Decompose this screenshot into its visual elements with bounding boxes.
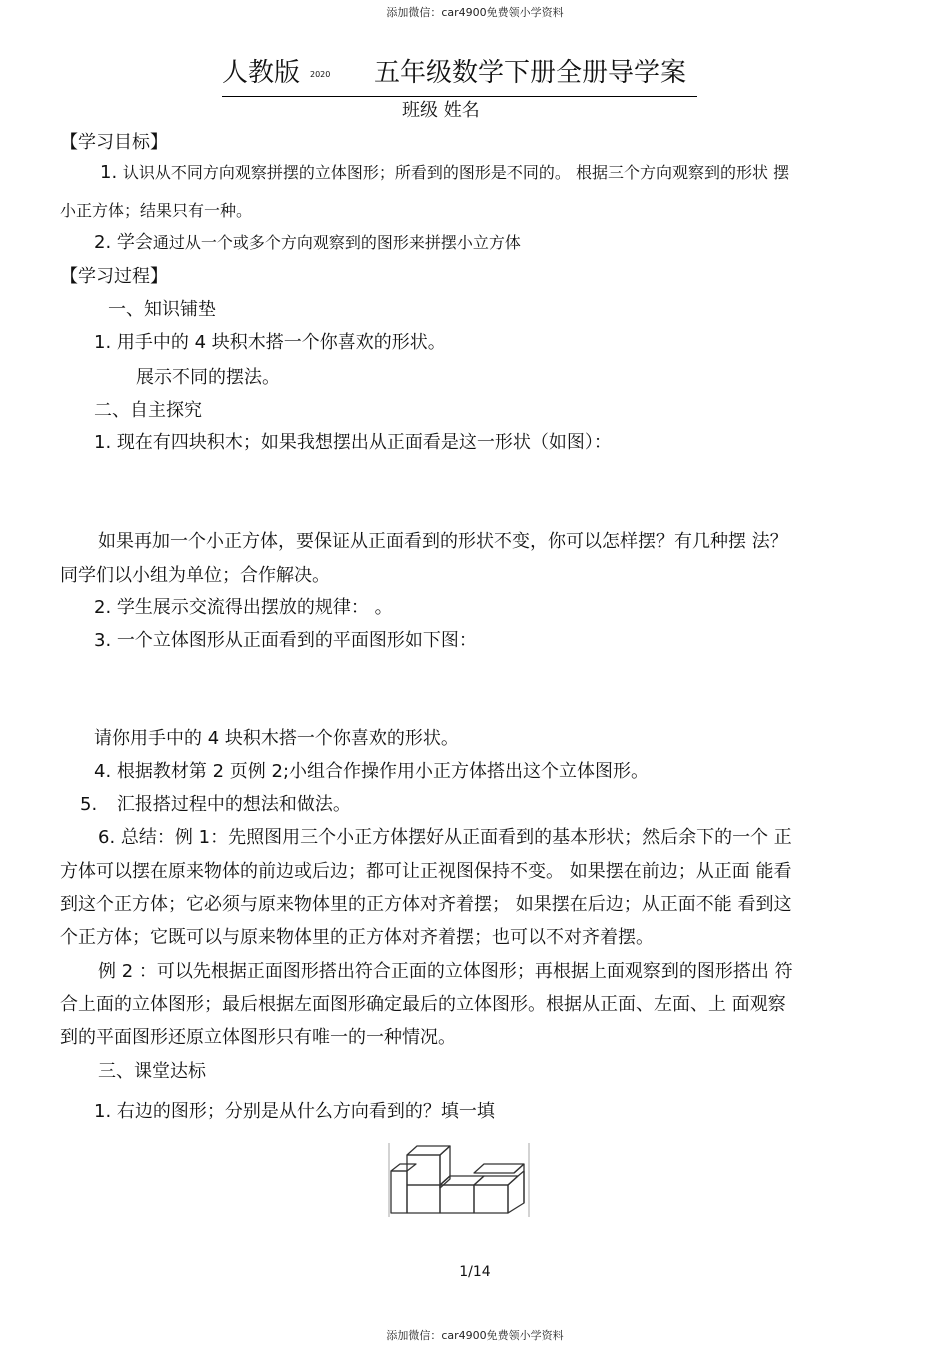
section-1-item-1: 1. 用手中的 4 块积木搭一个你喜欢的形状。 — [94, 332, 446, 353]
goal-item-2-number: 2. — [94, 232, 112, 253]
goals-heading: 【学习目标】 — [60, 132, 168, 153]
section-2-item-5-text: 汇报搭过程中的想法和做法。 — [116, 794, 351, 815]
section-2-item-1-question-1: 如果再加一个小正方体，要保证从正面看到的形状不变，你可以怎样摆？有几种摆 法？ — [98, 531, 788, 552]
summary-line-1: 6. 总结：例 1：先照图用三个小正方体摆好从正面看到的基本形状；然后余下的一个 正 — [98, 827, 792, 848]
goal-item-1-text: 认识从不同方向观察拼摆的立体图形；所看到的图形是不同的。 根据三个方向观察到的形状 摆 — [122, 163, 790, 182]
section-1-item-1-sub: 展示不同的摆法。 — [136, 367, 280, 388]
cube-right-top — [474, 1176, 518, 1185]
section-2-item-5 — [80, 790, 351, 816]
goal-item-2-pre: 学会 — [116, 232, 153, 253]
process-heading: 【学习过程】 — [60, 266, 168, 287]
goal-item-2 — [94, 228, 521, 254]
section-2-item-1: 1. 现在有四块积木；如果我想摆出从正面看是这一形状（如图）： — [94, 432, 612, 453]
section-2-item-4: 4. 根据教材第 2 页例 2;小组合作操作用小正方体搭出这个立体图形。 — [94, 761, 650, 782]
section-2-item-5-number: 5. — [80, 794, 98, 815]
title-year: 2020 — [310, 70, 331, 79]
watermark-top: 添加微信：car4900免费领小学资料 — [386, 6, 564, 19]
cube-right-side — [508, 1171, 524, 1213]
title-right: 五年级数学下册全册导学案 — [374, 58, 687, 88]
section-2-item-3: 3. 一个立体图形从正面看到的平面图形如下图： — [94, 630, 477, 651]
goal-item-2-text: 通过从一个或多个方向观察到的图形来拼摆小立方体 — [152, 233, 521, 252]
cube-back-right-top — [474, 1164, 524, 1173]
page-title — [222, 52, 697, 97]
cube-middle-top — [440, 1176, 484, 1185]
cube-top-top — [407, 1146, 450, 1155]
goal-item-1-line-1 — [100, 160, 789, 183]
watermark-bottom: 添加微信：car4900免费领小学资料 — [386, 1329, 564, 1342]
title-left: 人教版 — [222, 58, 301, 88]
section-2-item-2: 2. 学生展示交流得出摆放的规律： 。 — [94, 597, 393, 618]
section-2-title: 二、自主探究 — [94, 400, 202, 421]
goal-item-1-line-2: 小正方体；结果只有一种。 — [60, 201, 253, 220]
cube-back-left-top — [391, 1164, 416, 1171]
cube-figure — [388, 1143, 530, 1217]
goal-item-1-number: 1. — [100, 162, 118, 183]
subtitle-class-name: 班级 姓名 — [402, 100, 480, 121]
example-2-line-2: 合上面的立体图形；最后根据左面图形确定最后的立体图形。根据从正面、左面、上 面观察 — [60, 994, 786, 1015]
page-number: 1/14 — [459, 1264, 491, 1280]
section-1-title: 一、知识铺垫 — [108, 299, 216, 320]
summary-line-3: 到这个正方体；它必须与原来物体里的正方体对齐着摆； 如果摆在后边；从正面不能 看到这 — [60, 894, 792, 915]
cube-bottom-left-front — [407, 1185, 440, 1213]
section-3-title: 三、课堂达标 — [98, 1061, 206, 1082]
cube-top-side — [440, 1146, 450, 1185]
section-3-item-1: 1. 右边的图形；分别是从什么方向看到的？填一填 — [94, 1101, 495, 1122]
section-2-item-1-question-2: 同学们以小组为单位；合作解决。 — [60, 565, 330, 586]
example-2-line-3: 到的平面图形还原立体图形只有唯一的一种情况。 — [60, 1027, 456, 1048]
example-2-line-1: 例 2 ：可以先根据正面图形搭出符合正面的立体图形；再根据上面观察到的图形搭出 符 — [98, 961, 793, 982]
cube-right-front — [474, 1185, 508, 1213]
section-2-item-3-sub: 请你用手中的 4 块积木搭一个你喜欢的形状。 — [94, 728, 459, 749]
cube-back-left-front — [391, 1171, 407, 1213]
summary-line-2: 方体可以摆在原来物体的前边或后边；都可让正视图保持不变。 如果摆在前边；从正面 能看 — [60, 861, 792, 882]
cube-middle-front — [440, 1185, 474, 1213]
summary-line-4: 个正方体；它既可以与原来物体里的正方体对齐着摆；也可以不对齐着摆。 — [60, 927, 654, 948]
cube-top-front — [407, 1155, 440, 1185]
